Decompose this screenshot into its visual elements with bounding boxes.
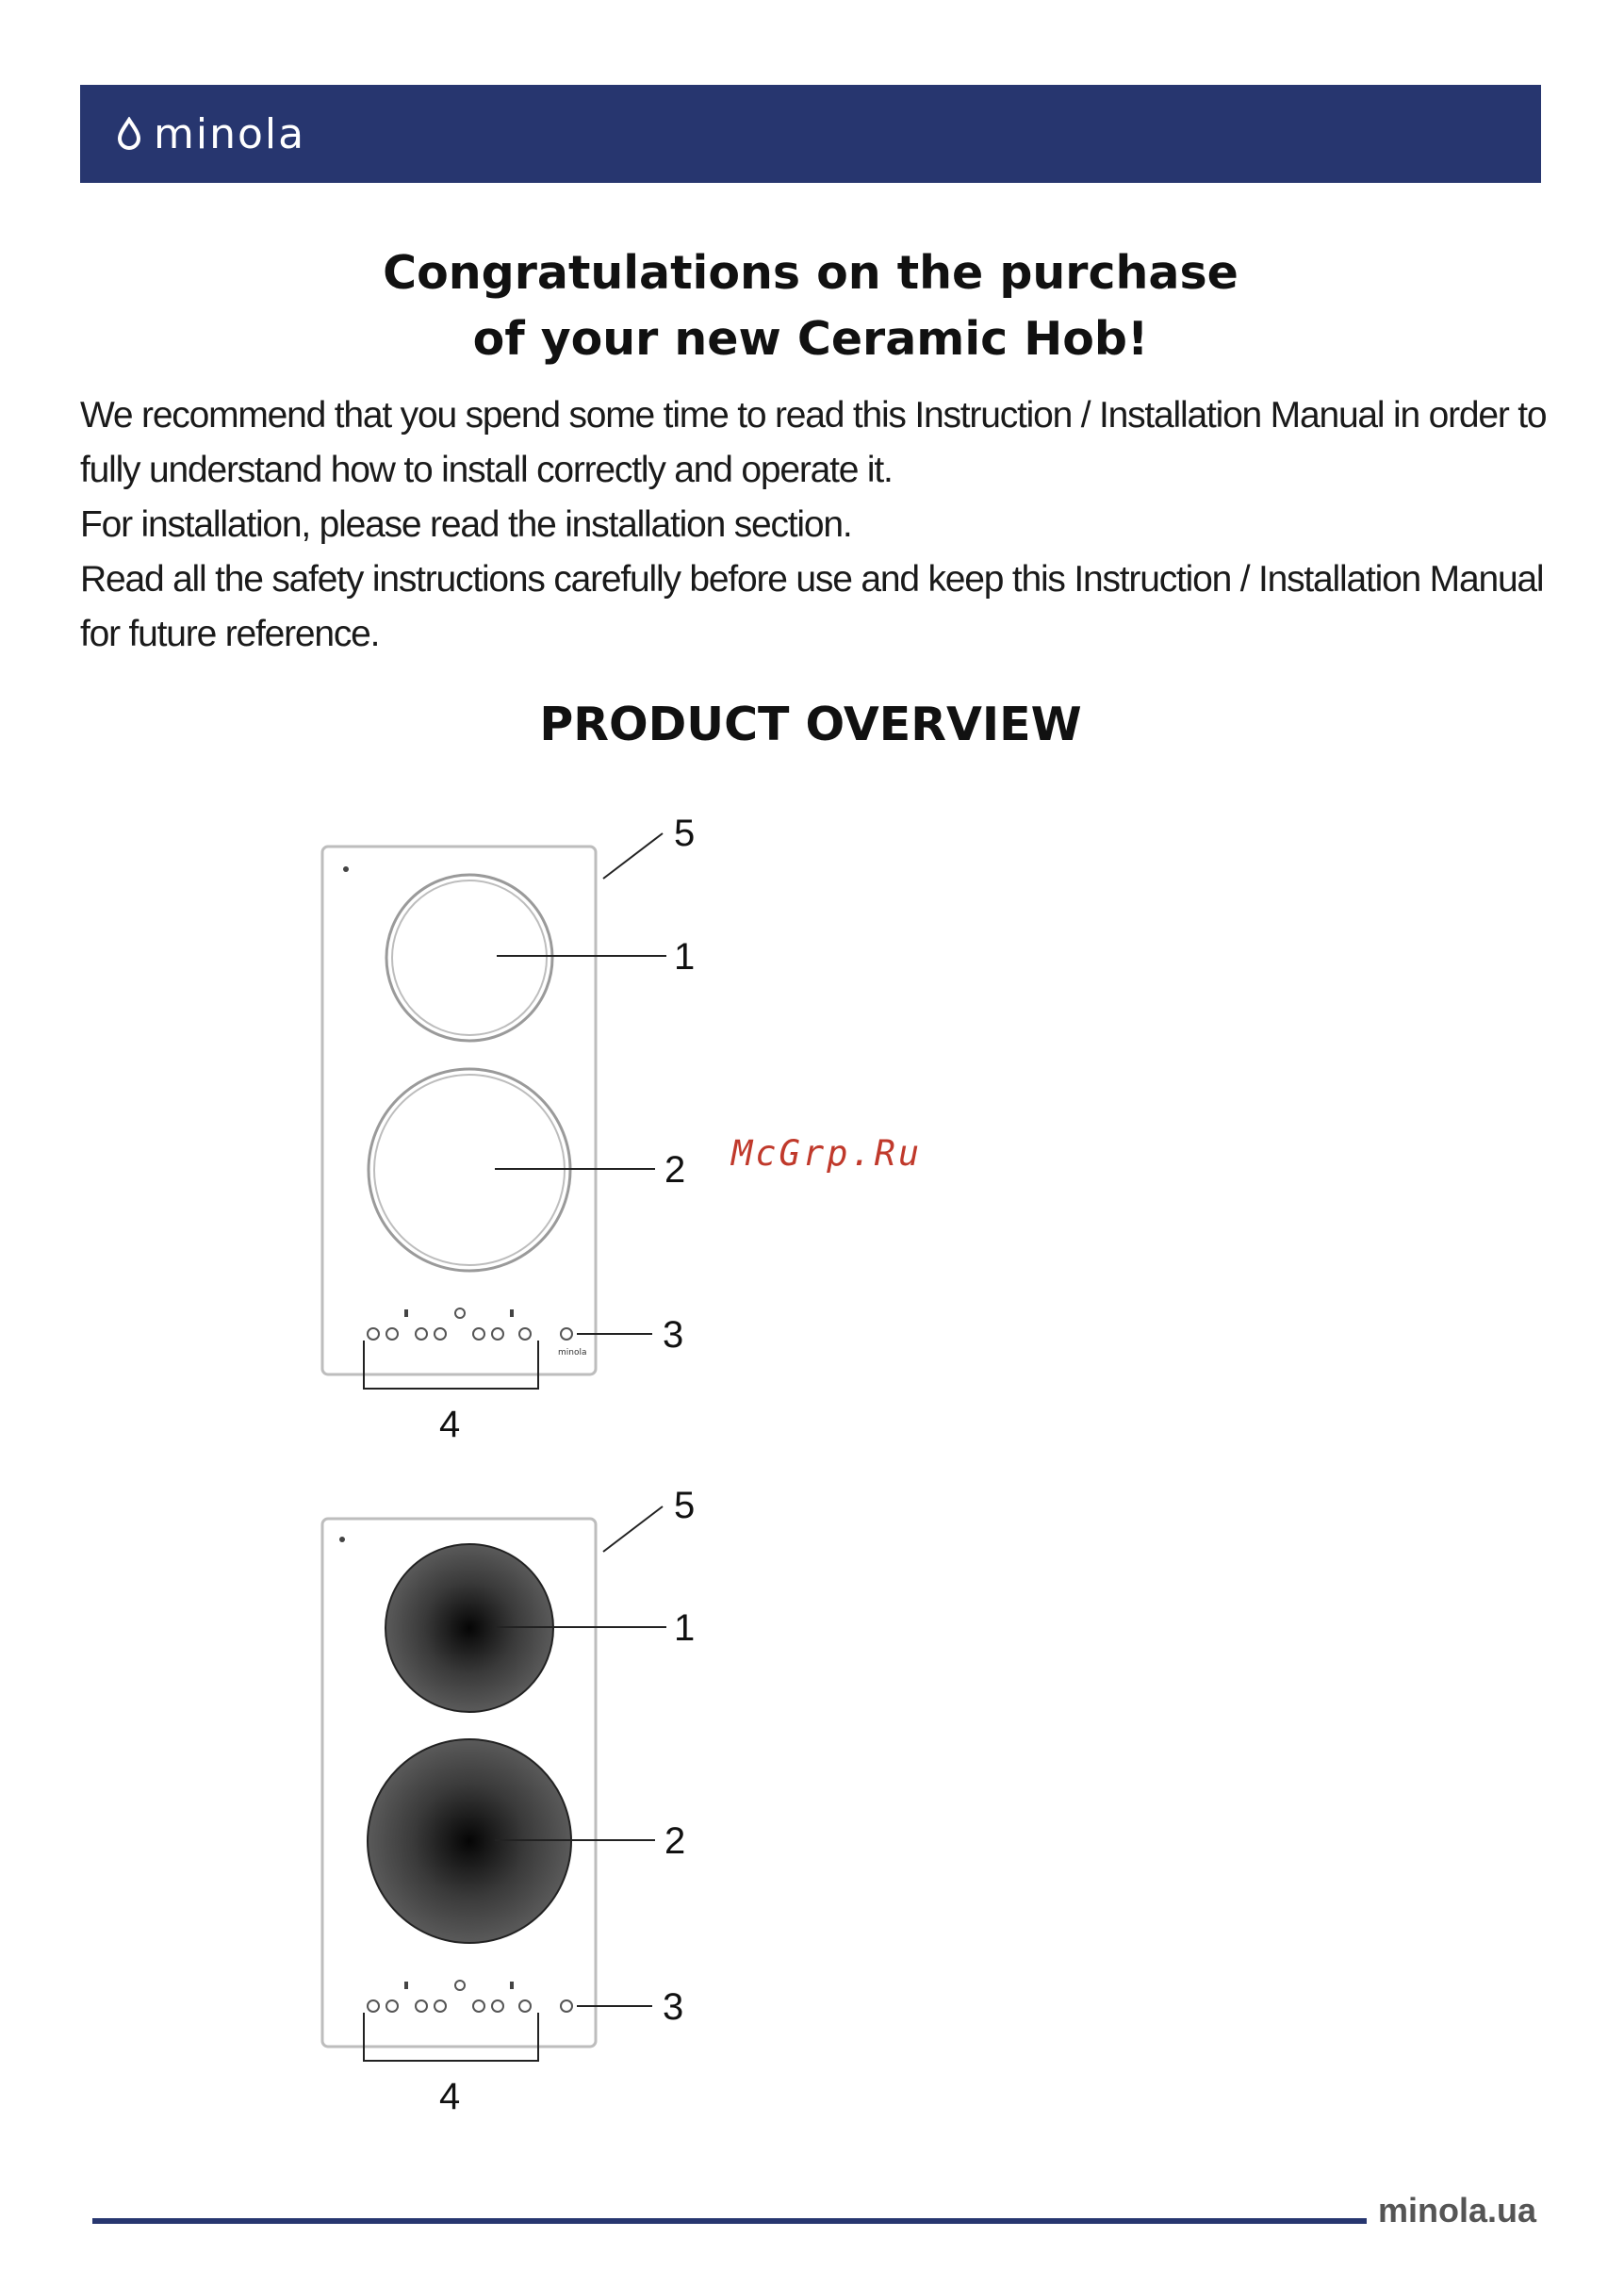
footer-url[interactable]: minola.ua [1378, 2191, 1537, 2229]
title-line-2: of your new Ceramic Hob! [472, 312, 1149, 366]
brand-logo [116, 110, 305, 158]
label-zone-2: 2 [664, 1820, 686, 1862]
hob-diagram-outline [302, 811, 726, 1452]
watermark: McGrp.Ru [731, 1133, 923, 1174]
label-zone-1: 1 [674, 936, 696, 978]
intro-paragraph: We recommend that you spend some time to read this Instruction / Installation Manual in order to fully understand how to install correctly and operate it. [80, 395, 1547, 490]
label-controls: 4 [439, 1404, 461, 1445]
panel-logo: minola [558, 1348, 587, 1357]
hob-diagram-filled [302, 1483, 726, 2124]
intro-text [80, 388, 1550, 662]
label-frame: 5 [674, 813, 696, 854]
label-zone-2: 2 [664, 1149, 686, 1191]
hob-frame [322, 847, 596, 1374]
label-zone-1: 1 [674, 1607, 696, 1649]
page-title [80, 240, 1541, 372]
label-power: 3 [663, 1314, 684, 1356]
intro-paragraph: Read all the safety instructions carefully before use and keep this Instruction / Installation Manual for future reference. [80, 559, 1544, 654]
section-title: PRODUCT OVERVIEW [539, 698, 1082, 751]
header-bar [80, 85, 1541, 183]
label-frame: 5 [674, 1485, 696, 1526]
label-power: 3 [663, 1986, 684, 2028]
brand-name: minola [154, 109, 306, 158]
title-line-1: Congratulations on the purchase [383, 246, 1239, 300]
footer-divider [92, 2218, 1367, 2224]
drop-icon [116, 117, 142, 151]
label-controls: 4 [439, 2076, 461, 2117]
intro-paragraph: For installation, please read the installation section. [80, 504, 852, 545]
